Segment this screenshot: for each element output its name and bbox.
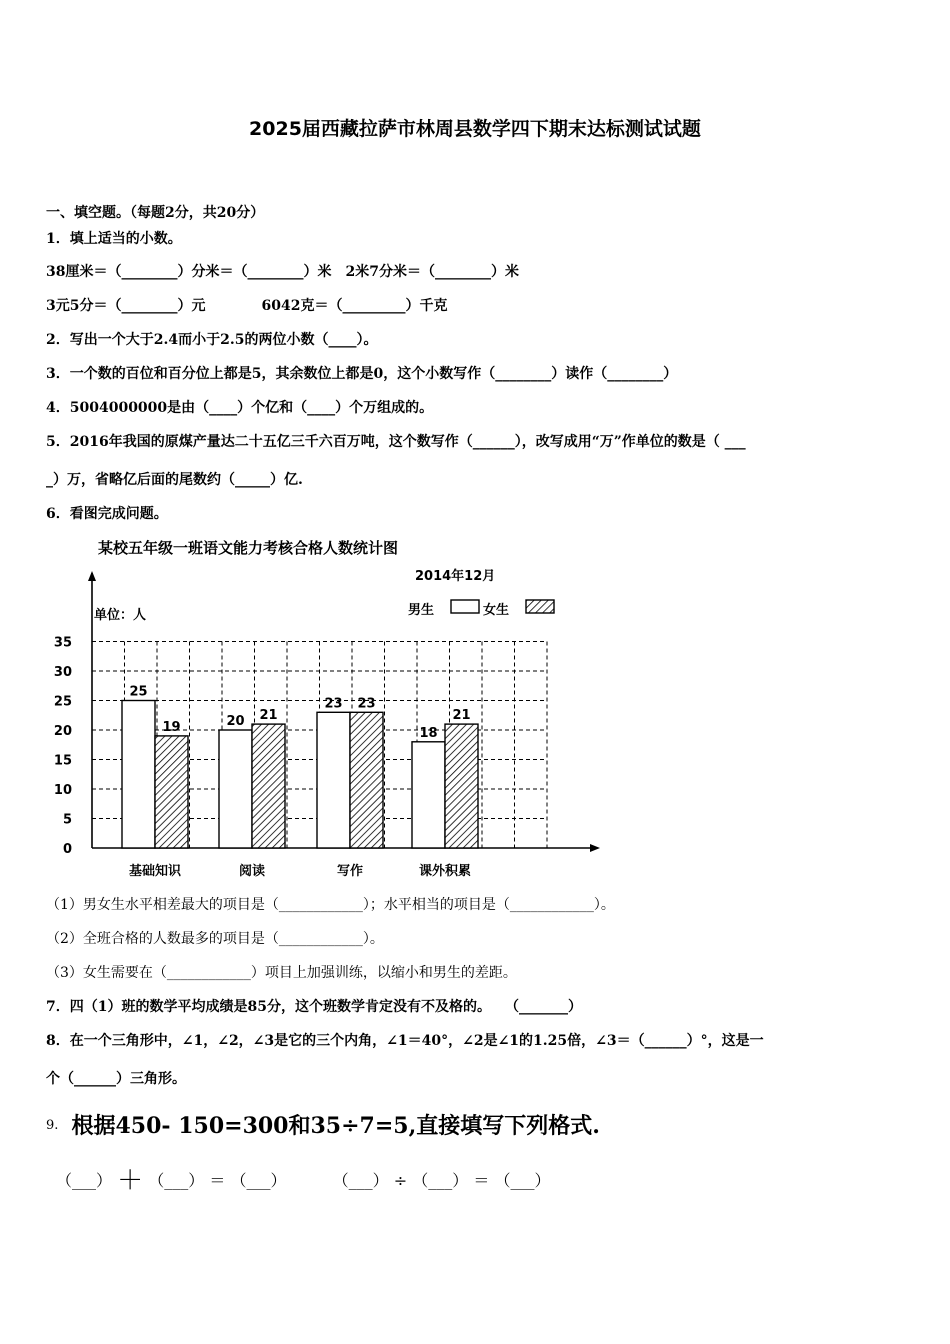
y-tick-label: 10: [53, 783, 72, 798]
bar-chart: [40, 528, 610, 888]
bar-value-label: 25: [129, 684, 148, 700]
question-6-sub-2: （2）全班合格的人数最多的项目是（____________）。: [46, 931, 384, 947]
question-6-sub-1: （1）男女生水平相差最大的项目是（____________）；水平相当的项目是（____________）。: [46, 897, 615, 913]
question-5-line-2: _）万，省略亿后面的尾数约（_____）亿.: [46, 472, 303, 488]
question-6-sub-3: （3）女生需要在（____________）项目上加强训练，以缩小和男生的差距。: [46, 965, 517, 981]
y-tick-label: 20: [53, 724, 72, 739]
bar-girls: [155, 736, 188, 848]
blank: （___）: [332, 1171, 389, 1190]
section-heading: 一、填空题。（每题2分，共20分）: [46, 205, 265, 221]
blank: （___）: [494, 1171, 551, 1190]
chart-date: 2014年12月: [415, 569, 496, 584]
x-category-label: 基础知识: [128, 864, 182, 879]
legend-label-girls: 女生: [483, 603, 510, 618]
bar-boys: [412, 742, 445, 848]
question-1-row-2: 3元5分＝（________）元 6042克＝（_________）千克: [46, 298, 448, 314]
bar-value-label: 19: [162, 719, 181, 735]
x-axis-arrow: [590, 844, 600, 852]
question-9-text: 根据450- 150=300和35÷7=5,直接填写下列格式.: [71, 1113, 600, 1139]
bar-girls: [252, 724, 285, 848]
chart-unit: 单位：人: [94, 608, 147, 623]
bar-girls: [445, 724, 478, 848]
x-category-label: 写作: [336, 864, 364, 879]
question-9: [46, 1109, 600, 1140]
bar-boys: [317, 712, 350, 848]
y-tick-label: 0: [62, 842, 72, 857]
blank: （___）: [56, 1171, 113, 1190]
y-axis-arrow: [88, 571, 96, 581]
chart-title: 某校五年级一班语文能力考核合格人数统计图: [98, 539, 399, 557]
question-2: 2．写出一个大于2.4而小于2.5的两位小数（____）。: [46, 332, 378, 348]
question-9-number: 9.: [46, 1118, 59, 1133]
y-tick-label: 35: [53, 635, 72, 651]
bar-boys: [122, 701, 155, 849]
divide-sign: ÷: [393, 1171, 408, 1190]
question-1-row-1: 38厘米＝（________）分米＝（________）米 2米7分米＝（________）米: [46, 264, 519, 280]
equals-sign: ＝: [473, 1171, 490, 1190]
blank: （___）: [412, 1171, 469, 1190]
x-category-label: 阅读: [238, 864, 266, 879]
question-1-label: 1．填上适当的小数。: [46, 231, 182, 247]
bar-boys: [219, 730, 252, 848]
bar-value-label: 18: [419, 725, 438, 741]
legend-swatch-girls: [526, 600, 554, 613]
plus-sign: ＋: [117, 1166, 144, 1196]
legend-label-boys: 男生: [408, 603, 435, 618]
question-6-label: 6．看图完成问题。: [46, 506, 168, 522]
question-3: 3．一个数的百位和百分位上都是5，其余数位上都是0，这个小数写作（________）读作（________）: [46, 366, 678, 382]
legend-swatch-boys: [451, 600, 479, 613]
x-category-label: 课外积累: [418, 864, 472, 879]
page-title: 2025届西藏拉萨市林周县数学四下期末达标测试试题: [249, 118, 701, 140]
question-5-line-1: 5．2016年我国的原煤产量达二十五亿三千六百万吨，这个数写作（______），改写成用“万”作单位的数是（ ___: [46, 434, 746, 450]
question-8-line-2: 个（______）三角形。: [46, 1071, 186, 1087]
y-tick-label: 5: [62, 812, 72, 828]
equals-sign: ＝: [209, 1171, 226, 1190]
bar-value-label: 21: [452, 708, 471, 724]
bar-value-label: 23: [357, 696, 376, 712]
bar-value-label: 20: [226, 714, 245, 729]
y-tick-label: 15: [53, 753, 72, 769]
blank: （___）: [230, 1171, 287, 1190]
bar-value-label: 21: [259, 708, 278, 724]
bar-girls: [350, 712, 383, 848]
y-tick-label: 25: [53, 694, 72, 710]
question-8-line-1: 8．在一个三角形中，∠1，∠2，∠3是它的三个内角，∠1＝40°，∠2是∠1的1.25倍，∠3＝（______）°，这是一: [46, 1033, 764, 1049]
question-7: 7．四（1）班的数学平均成绩是85分，这个班数学肯定没有不及格的。 （_______）: [46, 999, 582, 1015]
y-tick-label: 30: [53, 665, 72, 680]
question-9-formats: [56, 1160, 550, 1197]
question-4: 4．5004000000是由（____）个亿和（____）个万组成的。: [46, 400, 434, 416]
blank: （___）: [148, 1171, 205, 1190]
bar-value-label: 23: [324, 696, 343, 712]
